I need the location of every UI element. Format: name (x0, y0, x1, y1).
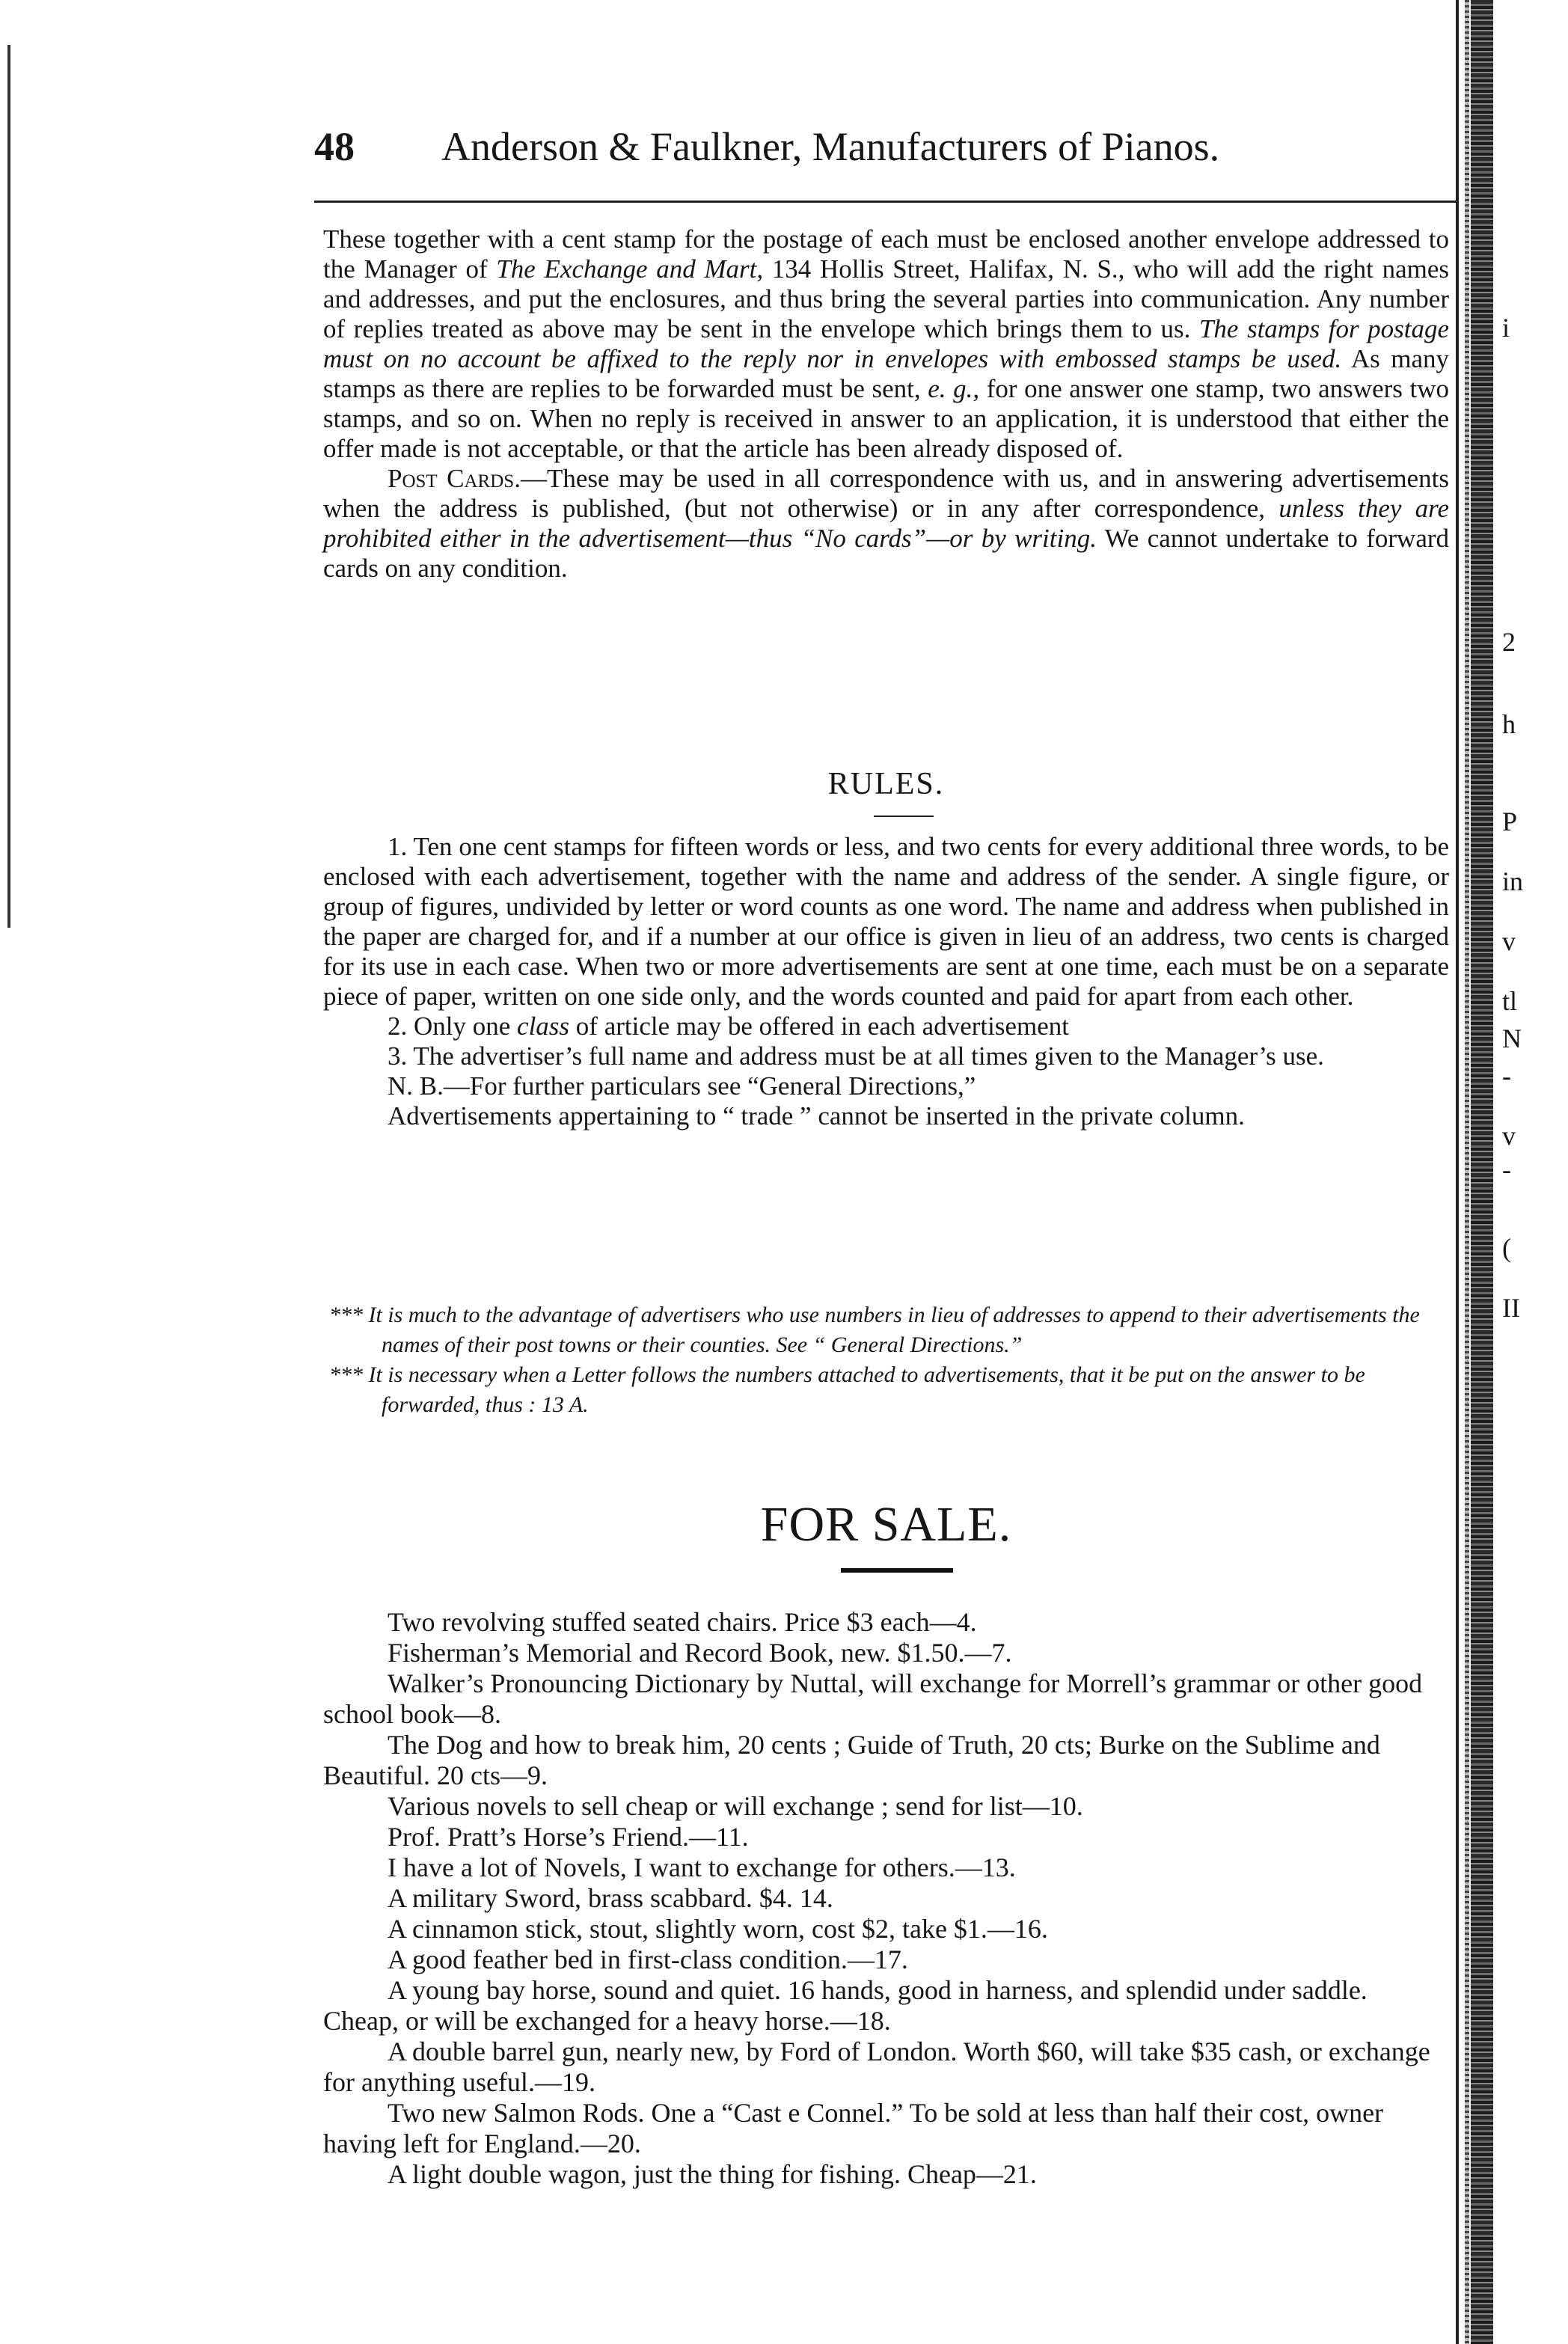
for-sale-item: Two new Salmon Rods. One a “Cast e Connel.” To be sold at less than half their cost, owner having left for England.—20. (323, 2098, 1384, 2158)
rule-2-class: class (517, 1012, 570, 1041)
margin-fragment: - (1502, 1154, 1511, 1184)
margin-fragment: N (1502, 1023, 1522, 1053)
post-cards-paragraph (323, 464, 1449, 584)
intro-paragraph (323, 224, 1449, 464)
footnote-2: *** It is necessary when a Letter follows the numbers attached to advertisements, that it be put on the answer to be forwarded, thus : 13 A. (329, 1362, 1365, 1417)
margin-fragment: P (1502, 807, 1518, 836)
margin-fragment: v (1502, 1121, 1516, 1151)
post-cards-text-1: —These may be used in all correspondence with us, and in answering advertisements when the address is published, (but not otherwise) or in any after correspondence, (323, 464, 1449, 523)
trade-note: Advertisements appertaining to “ trade ” cannot be inserted in the private column. (388, 1101, 1245, 1130)
footnote-1: *** It is much to the advantage of advertisers who use numbers in lieu of addresses to append to their advertisements the names of their post towns or their counties. See “ General Directions.” (329, 1303, 1420, 1357)
page-number: 48 (314, 124, 355, 169)
intro-text-4: for one answer one stamp, two answers two stamps, and so on. When no reply is received in answer to an application, it is understood that either the offer made is not acceptable, or that the article has been already disposed of. (323, 374, 1449, 463)
binding-edge (1465, 0, 1469, 2344)
binding-strip (1471, 0, 1493, 2344)
margin-fragment: i (1502, 313, 1510, 343)
for-sale-item: A light double wagon, just the thing for fishing. Cheap—21. (388, 2159, 1037, 2189)
for-sale-item: A double barrel gun, nearly new, by Ford of London. Worth $60, will take $35 cash, or exchange for anything useful.—19. (323, 2037, 1430, 2097)
running-header (314, 123, 1451, 183)
for-sale-item: I have a lot of Novels, I want to exchange for others.—13. (388, 1852, 1016, 1882)
post-cards-condition: unless they are prohibited either in the advertisement—thus “No cards”—or by writing. (323, 494, 1449, 553)
rules-heading: RULES. (827, 767, 945, 801)
rule-2-text-1: 2. Only one (388, 1012, 518, 1041)
publication-name: The Exchange and Mart, (496, 254, 764, 284)
margin-fragment: II (1502, 1293, 1520, 1323)
footnotes (329, 1300, 1448, 1420)
opposite-page-fragments (1502, 284, 1562, 1407)
post-cards-label: Post Cards. (388, 464, 521, 493)
for-sale-item: A cinnamon stick, stout, slightly worn, cost $2, take $1.—16. (388, 1914, 1048, 1944)
for-sale-item: A good feather bed in first-class condition.—17. (388, 1944, 908, 1974)
for-sale-item: Prof. Pratt’s Horse’s Friend.—11. (388, 1822, 749, 1852)
margin-fragment: - (1502, 1061, 1511, 1091)
rule-3: 3. The advertiser’s full name and address must be at all times given to the Manager’s use. (388, 1041, 1324, 1071)
intro-text-1: These together with a cent stamp for the postage of each must be enclosed another envelope addressed to the Manager of (323, 224, 1449, 284)
eg-abbrev: e. g., (928, 374, 980, 403)
rules-rule (874, 815, 934, 817)
for-sale-item: Walker’s Pronouncing Dictionary by Nuttal, will exchange for Morrell’s grammar or other good school book—8. (323, 1668, 1423, 1729)
rule-1: 1. Ten one cent stamps for fifteen words or less, and two cents for every additional three words, to be enclosed with each advertisement, together with the name and address of the sender. A single figure, or group of figures, undivided by letter or word counts as one word. The name and address when published in the paper are charged for, and if a number at our office is given in lieu of an address, two cents is charged for its use in each case. When two or more advertisements are sent at one time, each must be on a separate piece of paper, written on one side only, and the words counted and paid for apart from each other. (323, 832, 1449, 1011)
margin-fragment: ( (1502, 1233, 1511, 1263)
intro-text-2: 134 Hollis Street, Halifax, N. S., who will add the right names and addresses, and put the enclosures, and thus bring the several parties into communication. Any number of replies treated as above may be sent in the envelope which brings them to us. (323, 254, 1449, 343)
for-sale-heading: FOR SALE. (760, 1497, 1012, 1552)
for-sale-list (323, 1607, 1449, 2190)
header-title: Anderson & Faulkner, Manufacturers of Pianos. (441, 124, 1220, 169)
for-sale-item: Fisherman’s Memorial and Record Book, new. $1.50.—7. (388, 1638, 1012, 1668)
left-edge-rule (7, 45, 10, 928)
rules-text (323, 832, 1449, 1131)
for-sale-item: Various novels to sell cheap or will exchange ; send for list—10. (388, 1791, 1083, 1821)
intro-text (323, 224, 1449, 584)
for-sale-item: The Dog and how to break him, 20 cents ; Guide of Truth, 20 cts; Burke on the Sublime and Beautiful. 20 cts—9. (323, 1730, 1380, 1790)
margin-fragment: h (1502, 709, 1516, 739)
post-cards-text-2: We cannot undertake to forward cards on any condition. (323, 524, 1450, 583)
margin-fragment: tl (1502, 986, 1518, 1016)
nb-note: N. B.—For further particulars see “General Directions,” (388, 1071, 976, 1101)
margin-fragment: in (1502, 866, 1524, 896)
stamp-warning: The stamps for postage must on no account be affixed to the reply nor in envelopes with embossed stamps be used. (323, 314, 1449, 373)
rule-2-text-2: of article may be offered in each advertisement (569, 1012, 1069, 1041)
gutter-line (1456, 0, 1459, 2344)
margin-fragment: v (1502, 926, 1516, 956)
for-sale-item: A military Sword, brass scabbard. $4. 14. (388, 1883, 833, 1913)
header-rule (314, 201, 1459, 203)
for-sale-item: Two revolving stuffed seated chairs. Price $3 each—4. (388, 1607, 977, 1637)
rule-2 (323, 1012, 1449, 1041)
for-sale-item: A young bay horse, sound and quiet. 16 hands, good in harness, and splendid under saddle. Cheap, or will be exchanged for a heavy horse.—18. (323, 1975, 1368, 2036)
margin-fragment: 2 (1502, 627, 1516, 657)
for-sale-rule (841, 1568, 953, 1573)
intro-text-3: As many stamps as there are replies to be forwarded must be sent, (323, 344, 1449, 403)
